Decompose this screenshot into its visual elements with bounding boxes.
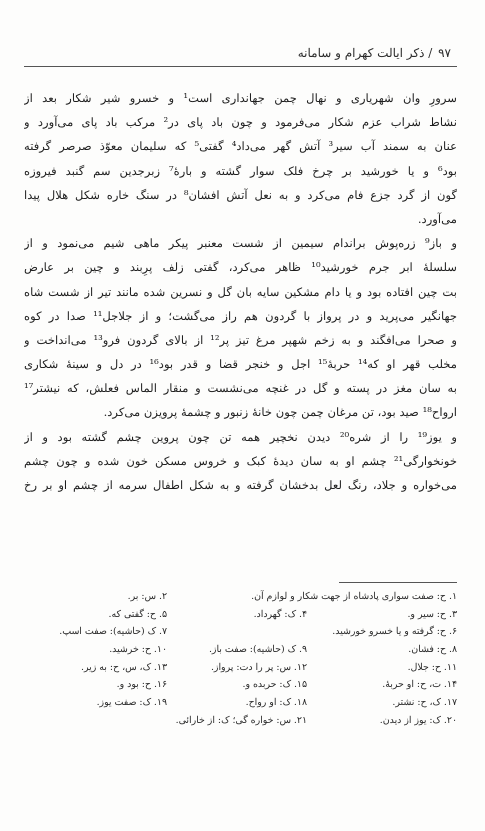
footnote: ۱۰. ح: خرشید. [109, 644, 167, 656]
footnote: ۲۱. س: خواره گی؛ ک: از خارائی. [175, 714, 307, 726]
text-line: و باز⁹ زره‌پوش براندام سیمین از شست معنبر پیکر ماهی شیم می‌نمود و از [24, 236, 457, 251]
footnote: ۲. س: بر. [127, 591, 167, 602]
footnote: ۱۴. ت، ح: او حربهٔ. [382, 679, 457, 691]
body-text [24, 86, 457, 497]
text-line: سلسلهٔ ابر جرم خورشید¹⁰ ظاهر می‌کرد، گفتی زلف پرِبند و چین بر عارض [24, 260, 457, 275]
footnote-rule [339, 582, 457, 583]
text-line: بت چین افتاده بود و یا دام مشکین سایه بان گل و نسرین شده مانند تیر از شست شاه [24, 284, 457, 299]
footnote: ۴. ک: گهرداد. [253, 608, 307, 620]
footnote-row [24, 676, 457, 694]
text-line: می‌خواره و جلاد، رنگ لعل بدخشان گرفته و به شکل اطفال سرمه از چشم او بر رخ [24, 478, 457, 492]
footnote: ۱. ح: صفت سواری پادشاه از جهت شکار و لوازم آن. [251, 591, 457, 602]
footnote-row [24, 588, 457, 606]
text-line: مخلب قهر او که¹⁴ حربهٔ¹⁵ اجل و خنجر قضا و قدر بود¹⁶ در دل و سینهٔ شکاری [24, 357, 457, 372]
footnote-row [24, 641, 457, 659]
footnotes [24, 588, 457, 730]
header-slash: / [424, 46, 437, 60]
footnote-row [24, 659, 457, 677]
text-line: و یوز¹⁹ را از شره²⁰ دیدن نخچیر همه تن چون پروین چشم گشته بود و از [24, 429, 457, 444]
text-line: خونخوارگی²¹ چشم او به سان دیدهٔ کبک و خروس مسکن خون شده و چون چشم [24, 453, 457, 468]
footnote: ۶. ح: گرفته و یا خسرو خورشید. [332, 626, 457, 638]
text-line: عنان به سمند آب سیر³ آتش گهر می‌داد⁴ گفتی⁵ که سلیمان معوّذ صرصر گرفته [24, 139, 457, 154]
text-line: گون از گرد جزع فام می‌کرد و به نعل آتش افشان⁸ در سنگ خاره شکل هلال پیدا [24, 187, 457, 202]
page-number: ۹۷ [438, 46, 451, 60]
text-line: نشاط شراب عزم شکار می‌فرمود و چون باد پای در² مرکب باد پای می‌آورد و [24, 115, 457, 130]
footnote: ۱۳. ک، س، ح: به زیر. [81, 661, 167, 673]
footnote: ۱۹. ک: صفت یوز. [96, 697, 167, 709]
footnote: ۷. ک (حاشیه): صفت اسپ. [59, 626, 167, 638]
footnote: ۱۵. ک: حربده و. [242, 679, 307, 691]
text-line: جهانگیر می‌پرید و در پرواز با گردون هم راز می‌گشت؛ و از جلاجل¹¹ صدا در کوه [24, 308, 457, 323]
chapter-title: ذکر ایالت کهرام و سامانه [297, 46, 425, 60]
footnote-row [24, 623, 457, 641]
footnote: ۸. ح: فشان. [408, 644, 457, 656]
running-header [298, 46, 451, 60]
footnote: ۲۰. ک: یوز از دیدن. [379, 714, 457, 726]
text-line: می‌آورد. [417, 211, 457, 226]
footnote: ۱۶. ح: بود و. [116, 679, 167, 691]
footnote: ۹. ک (حاشیه): صفت باز. [208, 644, 307, 656]
text-line: ارواح¹⁸ صید بود، تن مرغان چمن چون خانهٔ زنبور و چشمهٔ پرویزن می‌کرد. [103, 405, 457, 420]
footnote: ۱۱. ح: جلال. [407, 661, 457, 673]
text-line: به سان مغز در پسته و گل در غنچه می‌نشست و منقار الماس فعلش، که نیشتر¹⁷ [24, 381, 457, 396]
text-line: و صحرا می‌افگند و به زخم شهپر مرغ تیز پر¹² از بالای گردون فرو¹³ می‌انداخت و [24, 332, 457, 347]
footnote: ۳. ح: سیر و. [407, 608, 457, 620]
text-line: سرورِ وان شهریاری و نهال چمن جهانداری است¹ و خسرو شیر شکار بعد از [24, 91, 457, 105]
footnote: ۱۷. ک، ح: نشتر. [392, 697, 457, 709]
footnote: ۵. ح: گفتی که. [108, 608, 167, 620]
footnote-row [24, 712, 457, 730]
footnote: ۱۲. س: پر را دت: پرواز. [210, 661, 307, 673]
footnote-row [24, 606, 457, 624]
text-line: بود⁶ و یا خورشید بر چرخ فلک سوار گشته و بارهٔ⁷ زبرجدین سم گنبد فیروزه [24, 163, 457, 178]
footnote-row [24, 694, 457, 712]
header-rule [24, 66, 457, 67]
footnote: ۱۸. ک: او رواح. [245, 697, 307, 709]
